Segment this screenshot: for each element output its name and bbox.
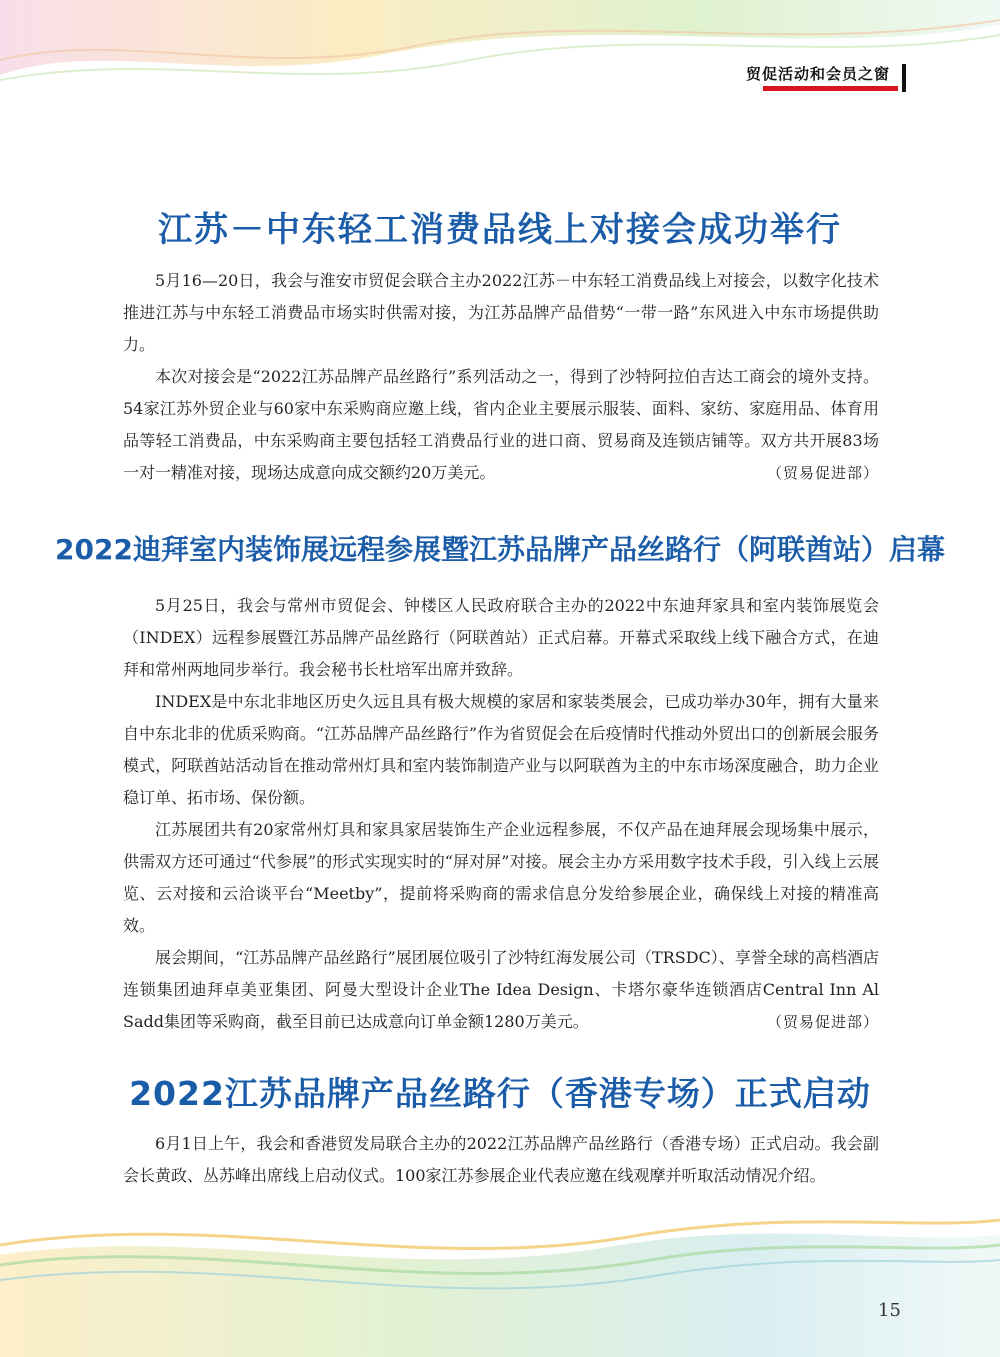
header-vertical-bar <box>902 64 906 92</box>
article-1-paragraph-1: 5月16—20日，我会与淮安市贸促会联合主办2022江苏－中东轻工消费品线上对接会，以数字化技术推进江苏与中东轻工消费品市场实时供需对接，为江苏品牌产品借势“一带一路”东风进入中东市场提供助力。 <box>123 271 879 354</box>
article-2-paragraph-3: 江苏展团共有20家常州灯具和家具家居装饰生产企业远程参展，不仅产品在迪拜展会现场集中展示，供需双方还可通过“代参展”的形式实现实时的“屏对屏”对接。展会主办方采用数字技术手段，引入线上云展览、云对接和云洽谈平台“Meetby”，提前将采购商的需求信息分发给参展企业，确保线上对接的精准高效。 <box>123 820 879 935</box>
article-3-paragraph-1: 6月1日上午，我会和香港贸发局联合主办的2022江苏品牌产品丝路行（香港专场）正式启动。我会副会长黄政、丛苏峰出席线上启动仪式。100家江苏参展企业代表应邀在线观摩并听取活动情况介绍。 <box>123 1134 879 1185</box>
article-2-source: （贸易促进部） <box>766 1013 879 1031</box>
section-header-label: 贸促活动和会员之窗 <box>745 65 890 83</box>
top-wave-decoration <box>0 0 1000 110</box>
article-2-title: 2022迪拜室内装饰展远程参展暨江苏品牌产品丝路行（阿联酋站）启幕 <box>55 533 945 566</box>
article-3-body <box>123 1128 879 1192</box>
article-3-title: 2022江苏品牌产品丝路行（香港专场）正式启动 <box>129 1074 871 1113</box>
article-1-body <box>123 265 879 489</box>
article-2-paragraph-4: 展会期间，“江苏品牌产品丝路行”展团展位吸引了沙特红海发展公司（TRSDC）、享誉全球的高档酒店连锁集团迪拜卓美亚集团、阿曼大型设计企业The Idea Design、卡塔尔豪华连锁酒店Central Inn Al Sadd集团等采购商，截至目前已达成意向订单金额1280万美元。 （贸易促进部） <box>123 942 879 1038</box>
page-number: 15 <box>878 1300 901 1321</box>
article-2-body <box>123 590 879 1038</box>
article-2-paragraph-2: INDEX是中东北非地区历史久远且具有极大规模的家居和家装类展会，已成功举办30年，拥有大量来自中东北非的优质采购商。“江苏品牌产品丝路行”作为省贸促会在后疫情时代推动外贸出口的创新展会服务模式，阿联酋站活动旨在推动常州灯具和室内装饰制造产业与以阿联酋为主的中东市场深度融合，助力企业稳订单、拓市场、保份额。 <box>123 692 879 807</box>
bottom-wave-decoration <box>0 1205 1000 1357</box>
article-2-paragraph-1: 5月25日，我会与常州市贸促会、钟楼区人民政府联合主办的2022中东迪拜家具和室内装饰展览会（INDEX）远程参展暨江苏品牌产品丝路行（阿联酋站）正式启幕。开幕式采取线上线下融合方式，在迪拜和常州两地同步举行。我会秘书长杜培军出席并致辞。 <box>123 596 879 679</box>
article-1-source: （贸易促进部） <box>766 464 879 482</box>
article-1-title: 江苏－中东轻工消费品线上对接会成功举行 <box>158 210 842 250</box>
header-red-underline <box>763 86 898 91</box>
article-1-paragraph-2: 本次对接会是“2022江苏品牌产品丝路行”系列活动之一，得到了沙特阿拉伯吉达工商会的境外支持。54家江苏外贸企业与60家中东采购商应邀上线，省内企业主要展示服装、面料、家纺、家庭用品、体育用品等轻工消费品，中东采购商主要包括轻工消费品行业的进口商、贸易商及连锁店铺等。双方共开展83场一对一精准对接，现场达成意向成交额约20万美元。 （贸易促进部） <box>123 361 879 489</box>
